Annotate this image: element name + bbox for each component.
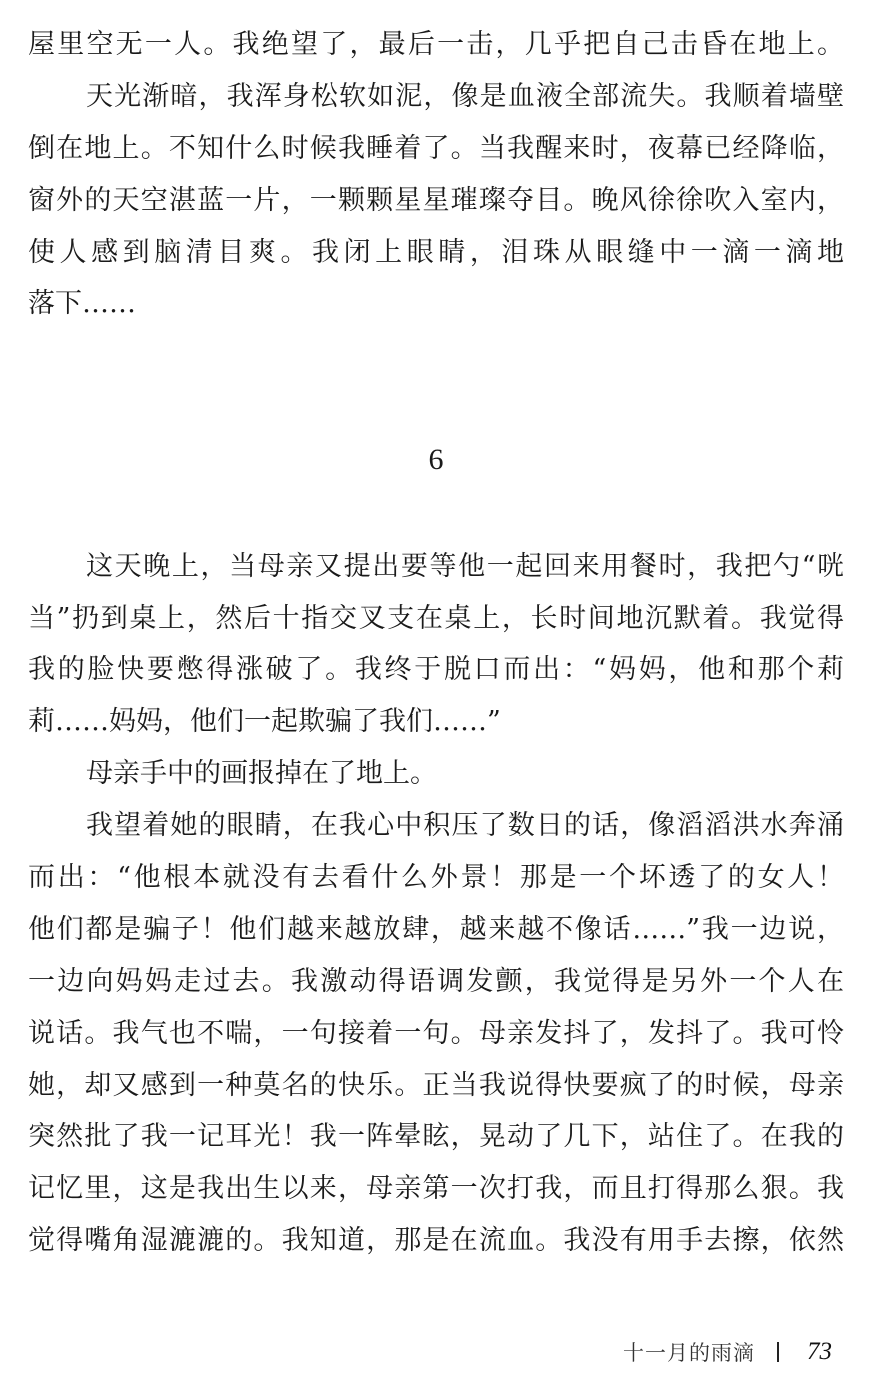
text-line: 我的脸快要憋得涨破了。我终于脱口而出：“妈妈，他和那个莉 [28,654,844,685]
text-line: 屋里空无一人。我绝望了，最后一击，几乎把自己击昏在地上。 [28,29,844,60]
text-line: 一边向妈妈走过去。我激动得语调发颤，我觉得是另外一个人在 [28,966,844,997]
section-number: 6 [428,443,444,476]
text-line: 窗外的天空湛蓝一片，一颗颗星星璀璨夺目。晚风徐徐吹入室内， [28,185,844,216]
text-line: 说话。我气也不喘，一句接着一句。母亲发抖了，发抖了。我可怜 [28,1018,844,1049]
page-number: 73 [807,1338,832,1365]
text-line: 使人感到脑清目爽。我闭上眼睛，泪珠从眼缝中一滴一滴地 [28,237,844,268]
text-line: 而出：“他根本就没有去看什么外景！那是一个坏透了的女人！ [28,862,844,893]
running-book-title: 十一月的雨滴 [623,1341,755,1365]
text-line: 记忆里，这是我出生以来，母亲第一次打我，而且打得那么狠。我 [28,1173,844,1204]
text-line: 这天晚上，当母亲又提出要等他一起回来用餐时，我把勺“咣 [86,551,844,582]
text-line: 她，却又感到一种莫名的快乐。正当我说得快要疯了的时候，母亲 [28,1070,844,1101]
footer-divider [777,1342,779,1362]
page-footer [623,1332,832,1372]
text-line: 觉得嘴角湿漉漉的。我知道，那是在流血。我没有用手去擦，依然 [28,1225,844,1256]
text-line: 他们都是骗子！他们越来越放肆，越来越不像话……”我一边说， [28,914,844,945]
text-line: 我望着她的眼睛，在我心中积压了数日的话，像滔滔洪水奔涌 [86,810,844,841]
text-line: 莉……妈妈，他们一起欺骗了我们……” [28,706,501,737]
text-line: 落下…… [28,288,136,319]
text-line: 倒在地上。不知什么时候我睡着了。当我醒来时，夜幕已经降临， [28,133,844,164]
text-line: 天光渐暗，我浑身松软如泥，像是血液全部流失。我顺着墙壁 [86,81,844,112]
text-line: 母亲手中的画报掉在了地上。 [86,758,437,789]
text-line: 突然批了我一记耳光！我一阵晕眩，晃动了几下，站住了。在我的 [28,1121,844,1152]
text-line: 当”扔到桌上，然后十指交叉支在桌上，长时间地沉默着。我觉得 [28,603,844,634]
